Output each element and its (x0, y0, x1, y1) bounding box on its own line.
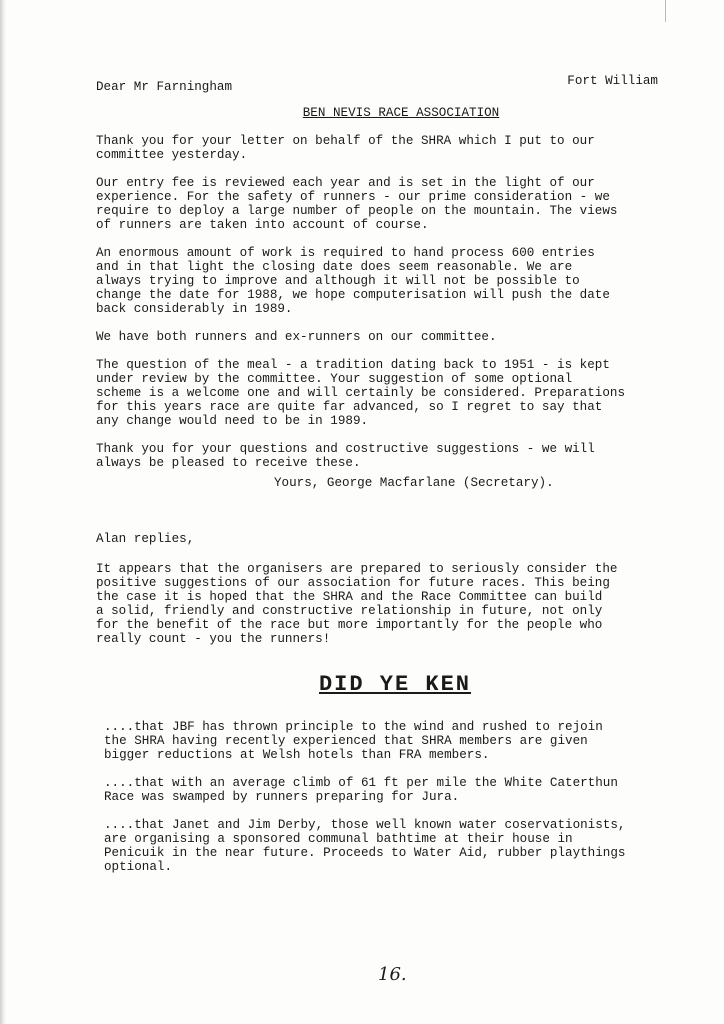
page-edge (0, 0, 6, 1024)
letter-place: Fort William (567, 74, 658, 88)
letter-paragraph: An enormous amount of work is required to hand process 600 entries and in that light the closing date does seem reasonable. We are always trying to improve and although it will not be possible to change the date for 1988, we hope computerisation will push the date back considerably in 1989. (96, 246, 610, 316)
letter-paragraph: Our entry fee is reviewed each year and is set in the light of our experience. For the safety of runners - our prime consideration - we require to deploy a large number of people on the mountain. The views of runners are taken into account of course. (96, 176, 618, 232)
did-ye-ken-item: ....that with an average climb of 61 ft per mile the White Caterthun Race was swamped by runners preparing for Jura. (104, 776, 618, 804)
reply-text: It appears that the organisers are prepared to seriously consider the positive suggestions of our association for future races. This being the case it is hoped that the SHRA and the Race Committee can build a solid, friendly and constructive relationship in future, not only for the benefit of the race but more importantly for the people who really count - you the runners! (96, 562, 618, 646)
page-number: 16. (378, 964, 407, 985)
did-ye-ken-heading: DID YE KEN (318, 672, 472, 697)
letter-paragraph: Thank you for your letter on behalf of the SHRA which I put to our committee yesterday. (96, 134, 595, 162)
did-ye-ken-list (96, 720, 694, 874)
letter-signoff: Yours, George Macfarlane (Secretary). (274, 476, 554, 490)
reply-intro: Alan replies, (96, 532, 195, 546)
did-ye-ken-item: ....that JBF has thrown principle to the wind and rushed to rejoin the SHRA having recently experienced that SHRA members are given bigger reductions at Welsh hotels than FRA members. (104, 720, 603, 762)
salutation: Dear Mr Farningham (96, 80, 233, 94)
letter-paragraph: Thank you for your questions and costructive suggestions - we will always be pleased to receive these. (96, 442, 595, 470)
letter-paragraph: We have both runners and ex-runners on our committee. (96, 330, 497, 344)
letter-paragraph: The question of the meal - a tradition dating back to 1951 - is kept under review by the committee. Your suggestion of some optional scheme is a welcome one and will certainly be considered. Preparations for this years race are quite far advanced, so I regret to say that any change would need to be in 1989. (96, 358, 626, 428)
letter-title: BEN NEVIS RACE ASSOCIATION (302, 106, 500, 120)
letter-header (96, 74, 694, 94)
did-ye-ken-item: ....that Janet and Jim Derby, those well known water coservationists, are organising a sponsored communal bathtime at their house in Penicuik in the near future. Proceeds to Water Aid, rubber playthings optional. (104, 818, 626, 874)
margin-mark (665, 0, 666, 22)
document-body (96, 74, 694, 888)
